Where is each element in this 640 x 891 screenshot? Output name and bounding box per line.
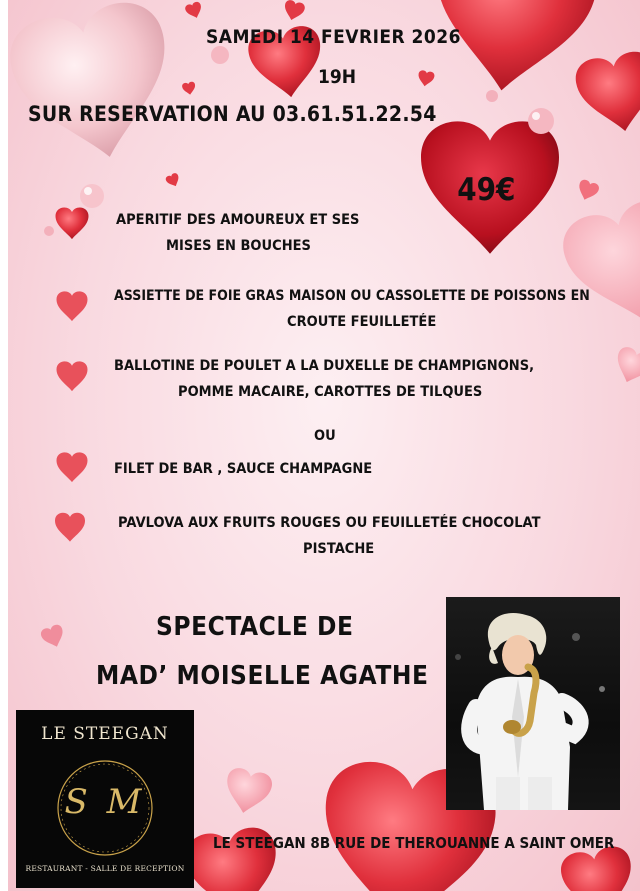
pink-heart: [8, 0, 186, 173]
venue-address: LE STEEGAN 8B RUE DE THEROUANNE A SAINT OMER: [213, 834, 615, 852]
bullet-heart-icon: [56, 207, 89, 239]
artist-photo: [446, 597, 620, 810]
menu-item-main-cont: POMME MACAIRE, CAROTTES DE TILQUES: [178, 384, 483, 400]
logo-tagline: RESTAURANT - SALLE DE RECEPTION: [25, 864, 185, 873]
pink-heart: [556, 194, 640, 336]
menu-item-aperitif-cont: MISES EN BOUCHES: [166, 238, 311, 254]
menu-item-starter: ASSIETTE DE FOIE GRAS MAISON OU CASSOLETTE DE POISSONS EN: [114, 288, 590, 304]
event-time: 19H: [318, 66, 357, 88]
bullet-heart-icon: [57, 452, 88, 482]
event-date: SAMEDI 14 FEVRIER 2026: [206, 26, 461, 48]
menu-item-fish: FILET DE BAR , SAUCE CHAMPAGNE: [114, 461, 373, 477]
poster: [8, 0, 640, 891]
red-heart: [422, 0, 602, 102]
menu-item-aperitif: APERITIF DES AMOUREUX ET SES: [116, 212, 360, 228]
restaurant-logo: [16, 710, 194, 888]
price-tag: 49€: [457, 172, 516, 208]
red-heart: [573, 48, 640, 137]
pink-heart: [221, 766, 274, 818]
menu-item-starter-cont: CROUTE FEUILLETÉE: [287, 314, 437, 330]
show-title: SPECTACLE DE: [156, 612, 354, 642]
pink-heart: [610, 345, 640, 389]
saxophonist-illustration: [446, 597, 620, 810]
bullet-heart-icon: [57, 361, 88, 391]
reservation-phone[interactable]: SUR RESERVATION AU 03.61.51.22.54: [28, 102, 437, 126]
menu-item-dessert-cont: PISTACHE: [303, 541, 375, 557]
bullet-heart-icon: [57, 291, 88, 321]
menu-item-main: BALLOTINE DE POULET A LA DUXELLE DE CHAMPIGNONS,: [114, 358, 535, 374]
menu-separator: OU: [314, 428, 336, 444]
menu-item-dessert: PAVLOVA AUX FRUITS ROUGES OU FEUILLETÉE CHOCOLAT: [118, 515, 541, 531]
logo-name: LE STEEGAN: [41, 724, 169, 744]
logo-monogram: S M: [64, 782, 146, 822]
bullet-heart-icon: [55, 513, 85, 542]
show-artist: MAD’ MOISELLE AGATHE: [96, 661, 429, 691]
